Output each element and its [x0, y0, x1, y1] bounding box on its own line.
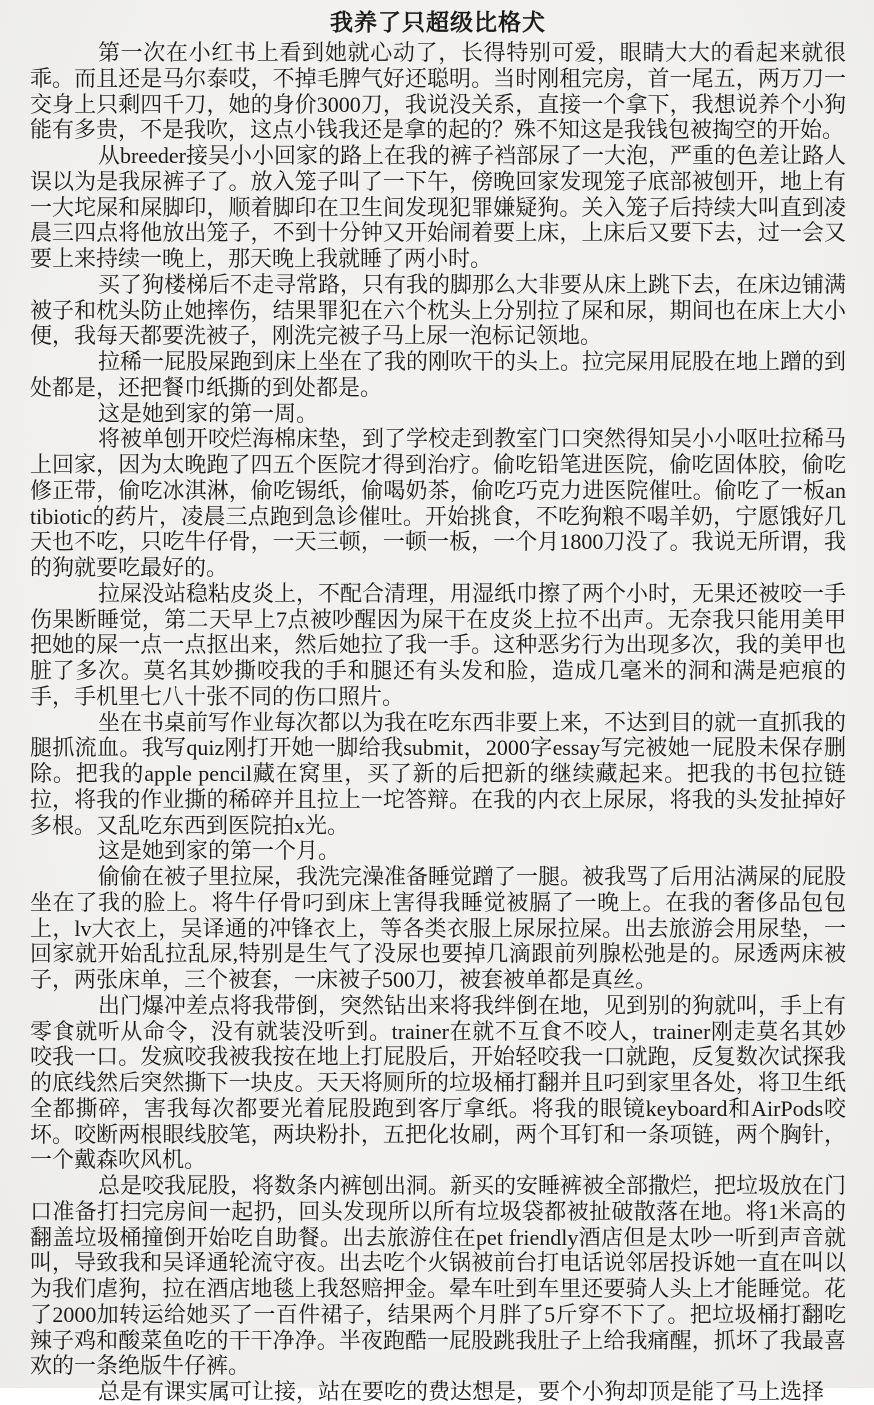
paragraph-5: 这是她到家的第一周。 [98, 400, 319, 426]
paragraph-12: 总是咬我屁股，将数条内裤刨出洞。新买的安睡裤被全部撒烂，把垃圾放在门口准备打扫完房间一起扔，回头发现所以所有垃圾袋都被扯破散落在地。将1米高的翻盖垃圾桶撞倒开始吃自助餐。出去旅游住在pet friendly酒店但是太吵一听到声音就叫，导致我和吴译通轮流守夜。出去吃个火锅被前台打电话说邻居投诉她一直在叫以为我们虐狗，拉在酒店地毯上我怒赔押金。晕车吐到车里还要骑人头上才能睡觉。花了2000加转运给她买了一百件裙子，结果两个月胖了5斤穿不下了。把垃圾桶打翻吃辣子鸡和酸菜鱼吃的干干净净。半夜跑酷一屁股跳我肚子上给我痛醒，抓坏了我最喜欢的一条绝版牛仔裤。 [30, 1173, 847, 1379]
paragraph-3: 买了狗楼梯后不走寻常路，只有我的脚那么大非要从床上跳下去，在床边铺满被子和枕头防止她摔伤，结果罪犯在六个枕头上分别拉了屎和尿，期间也在床上大小便，我每天都要洗被子，刚洗完被子马上尿一泡标记领地。 [30, 271, 847, 349]
doc-title: 我养了只超级比格犬 [330, 10, 546, 35]
paragraph-11: 出门爆冲差点将我带倒，突然钻出来将我绊倒在地，见到别的狗就叫，手上有零食就听从命令，没有就装没听到。trainer在就不互食不咬人，trainer刚走莫名其妙咬我一口。发疯咬我被我按在地上打屁股后，开始轻咬我一口就跑，反复数次试探我的底线然后突然撕下一块皮。天天将厕所的垃圾桶打翻并且叼到家里各处，将卫生纸全都撕碎，害我每次都要光着屁股跑到客厅拿纸。将我的眼镜keyboard和AirPods咬坏。咬断两根眼线胶笔，两块粉扑，五把化妆刷，两个耳钉和一条项链，两个胸针，一个戴森吹风机。 [30, 992, 847, 1173]
paragraph-2: 从breeder接吴小小回家的路上在我的裤子裆部尿了一大泡，严重的色差让路人误以为是我尿裤子了。放入笼子叫了一下午，傍晚回家发现笼子底部被刨开，地上有一大坨屎和屎脚印，顺着脚印在卫生间发现犯罪嫌疑狗。关入笼子后持续大叫直到凌晨三四点将他放出笼子，不到十分钟又开始闹着要上床，上床后又要下去，过一会又要上来持续一晚上，那天晚上我就睡了两小时。 [30, 143, 846, 271]
paragraph-8: 坐在书桌前写作业每次都以为我在吃东西非要上来，不达到目的就一直抓我的腿抓流血。我写quiz刚打开她一脚给我submit，2000字essay写完被她一屁股未保存删除。把我的apple pencil藏在窝里，买了新的后把新的继续藏起来。把我的书包拉链拉，将我的作业撕的稀碎并且拉上一坨答辩。在我的内衣上尿尿，将我的头发扯掉好多根。又乱吃东西到医院拍x光。 [30, 709, 847, 838]
paragraph-10: 偷偷在被子里拉屎，我洗完澡准备睡觉蹭了一腿。被我骂了后用沾满屎的屁股坐在了我的脸上。将牛仔骨叼到床上害得我睡觉被膈了一晚上。在我的奢侈品包包上，lv大衣上，吴译通的冲锋衣上，等各类衣服上尿尿拉屎。出去旅游会用尿垫，一回家就开始乱拉乱尿,特别是生气了没尿也要掉几滴跟前列腺松弛是的。尿透两床被子，两张床单，三个被套，一床被子500刀，被套被单都是真丝。 [30, 864, 847, 992]
paragraph-7: 拉屎没站稳粘皮炎上，不配合清理，用湿纸巾擦了两个小时，无果还被咬一手伤果断睡觉，第二天早上7点被吵醒因为屎干在皮炎上拉不出声。无奈我只能用美甲把她的屎一点一点抠出来，然后她拉了我一手。这种恶劣行为出现多次，我的美甲也脏了多次。莫名其妙撕咬我的手和腿还有头发和脸，造成几毫米的洞和满是疤痕的手，手机里七八十张不同的伤口照片。 [30, 580, 847, 709]
paragraph-13-clipped: 总是有课实属可让接，站在要吃的费达想是，要个小狗却顶是能了马上选择 [98, 1379, 825, 1404]
paragraph-1: 第一次在小红书上看到她就心动了，长得特别可爱，眼睛大大的看起来就很乖。而且还是马尔泰哎，不掉毛脾气好还聪明。当时刚租完房，首一尾五，两万刀一交身上只剩四千刀，她的身价3000刀，我说没关系，直接一个拿下，我想说养个小狗能有多贵，不是我吹，这点小钱我还是拿的起的？殊不知这是我钱包被掏空的开始。 [30, 40, 846, 143]
paragraph-6: 将被单刨开咬烂海棉床垫，到了学校走到教室门口突然得知吴小小呕吐拉稀马上回家，因为太晚跑了四五个医院才得到治疗。偷吃铅笔进医院，偷吃固体胶，偷吃修正带，偷吃冰淇淋，偷吃锡纸，偷喝奶茶，偷吃巧克力进医院催吐。偷吃了一板antibiotic的药片，凌晨三点跑到急诊催吐。开始挑食，不吃狗粮不喝羊奶，宁愿饿好几天也不吃，只吃牛仔骨，一天三顿，一顿一板，一个月1800刀没了。我说无所谓，我的狗就要吃最好的。 [30, 426, 847, 580]
paragraph-4: 拉稀一屁股屎跑到床上坐在了我的刚吹干的头上。拉完屎用屁股在地上蹭的到处都是，还把餐巾纸撕的到处都是。 [30, 349, 847, 400]
paragraph-9: 这是她到家的第一个月。 [98, 838, 341, 864]
